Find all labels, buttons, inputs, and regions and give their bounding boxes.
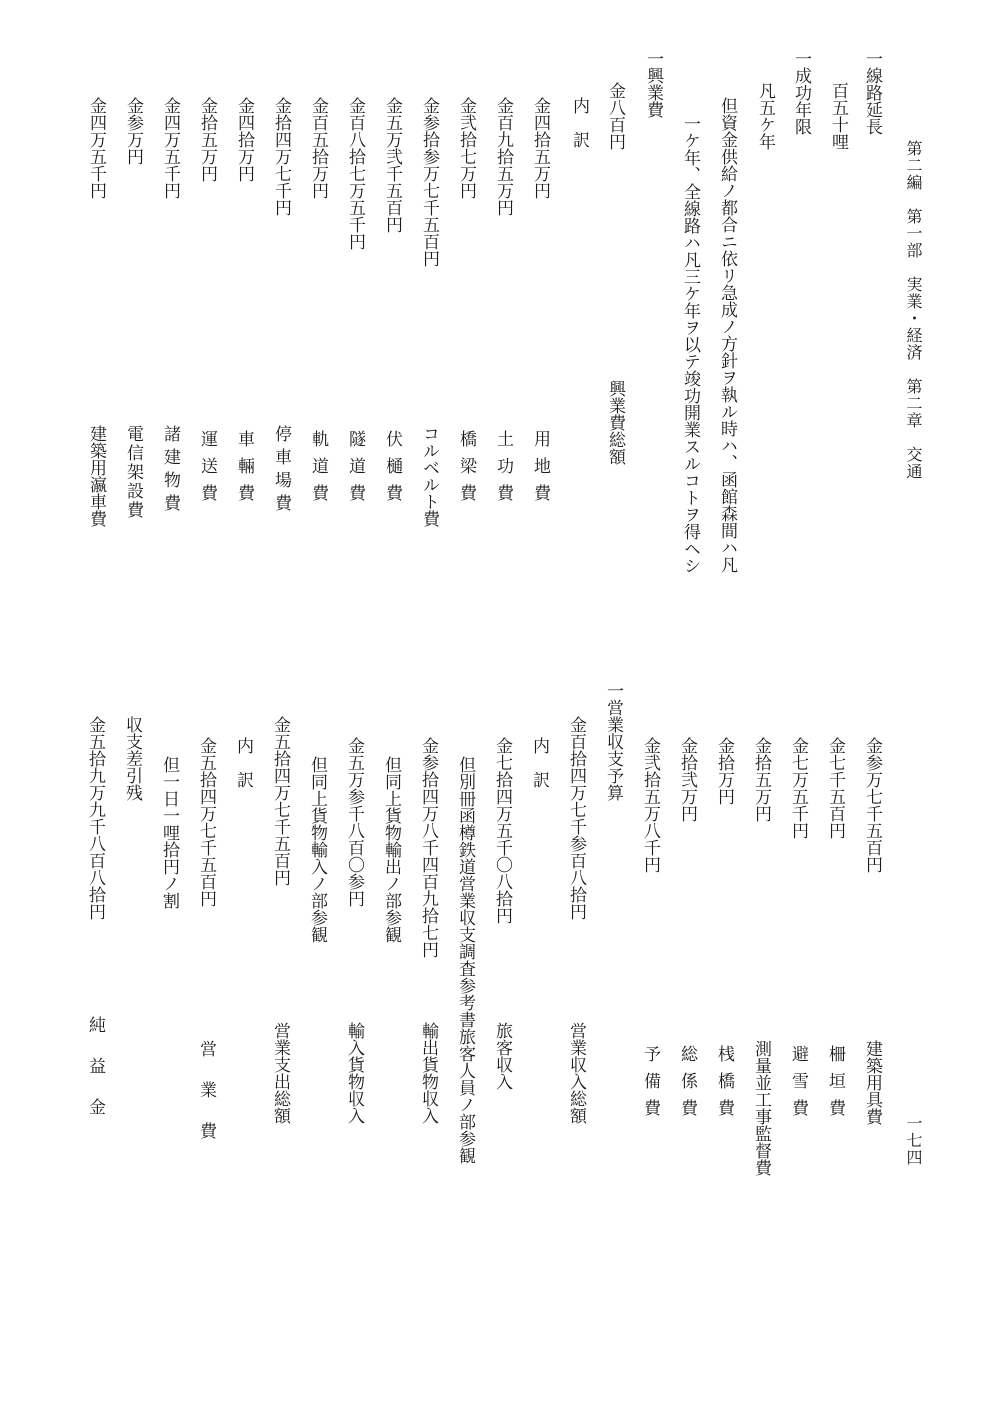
item-note: 但別冊函樽鉄道営業収支調査参考書旅客人員ノ部参観 [455, 756, 475, 1164]
item-amount: 金拾弐万円 [677, 737, 697, 822]
net-profit-label: 純益金 [85, 1016, 105, 1139]
item-label: 予備費 [640, 1045, 660, 1126]
operating-budget-heading: 一営業収支予算 [603, 682, 623, 801]
item-amount: 金参拾参万七千五百円 [419, 97, 439, 267]
item-label: 避雪費 [788, 1045, 808, 1126]
item-amount: 金五拾四万七千五百円 [196, 737, 216, 907]
page-number: 一七四 [904, 1115, 923, 1166]
item-label: コルベルト費 [419, 425, 439, 527]
item-amount: 金七拾四万五千〇八拾円 [492, 737, 512, 924]
item-label: 土功費 [493, 430, 513, 511]
item-label: 車輛費 [234, 430, 254, 511]
item-label: 橋梁費 [456, 430, 476, 511]
item-label: 営業費 [196, 1040, 216, 1163]
item-amount: 金四拾五万円 [530, 97, 550, 199]
item-label: 桟橋費 [714, 1045, 734, 1126]
item-amount: 金参拾四万八千四百九拾七円 [418, 737, 438, 958]
item-label: 用地費 [530, 430, 550, 511]
item-amount: 金四拾万円 [234, 97, 254, 182]
item-amount: 金五万弐千五百円 [382, 97, 402, 233]
item-amount: 金拾四万七千円 [271, 97, 291, 216]
item-label: 諸建物費 [160, 425, 180, 517]
item-amount: 金七万五千円 [788, 737, 808, 839]
item-amount: 金百八拾七万五千円 [345, 97, 365, 250]
construction-cost-total-label: 興業費総額 [605, 380, 625, 465]
construction-cost-total: 金八百円 [605, 82, 625, 150]
completion-note-2: 一ケ年、全線路ハ凡三ケ年ヲ以テ竣功開業スルコトヲ得ヘシ [680, 115, 700, 574]
operating-income-total: 金百拾四万七千参百八拾円 [566, 716, 586, 920]
item-amount: 金参万七千五百円 [862, 737, 882, 873]
line-length-heading: 一線路延長 [862, 50, 882, 135]
breakdown-heading: 内 訳 [529, 737, 549, 788]
item-label: 建築用具費 [862, 1040, 882, 1125]
item-amount: 金拾万円 [714, 737, 734, 805]
item-label: 輸出貨物収入 [418, 1022, 438, 1124]
net-profit-amount: 金五拾九万九千八百八拾円 [85, 716, 105, 920]
completion-note-1: 但資金供給ノ都合ニ依リ急成ノ方針ヲ執ル時ハ、函館森間ハ凡 [717, 97, 737, 573]
item-amount: 金五万参千八百〇参円 [344, 737, 364, 907]
item-note: 但一日一哩拾円ノ割 [159, 756, 179, 909]
breakdown-heading: 内 訳 [233, 737, 253, 788]
line-length-value: 百五十哩 [828, 82, 848, 150]
item-amount: 金弐拾五万八千円 [640, 737, 660, 873]
item-amount: 金四万五千円 [86, 97, 106, 199]
item-amount: 金百五拾万円 [308, 97, 328, 199]
breakdown-heading: 内 訳 [569, 97, 589, 148]
item-label: 電信架設費 [123, 425, 143, 520]
item-note: 但同上貨物輸入ノ部参観 [307, 756, 327, 943]
item-amount: 金弐拾七万円 [456, 97, 476, 199]
item-amount: 金拾五万円 [751, 737, 771, 822]
item-label: 測量並工事監督費 [751, 1040, 771, 1176]
operating-expense-total: 金五拾四万七千五百円 [270, 716, 290, 886]
item-amount: 金拾五万円 [197, 97, 217, 182]
operating-income-total-label: 営業収入総額 [566, 1022, 586, 1124]
item-label: 建築用瀛車費 [86, 425, 106, 527]
item-label: 運送費 [197, 430, 217, 511]
item-label: 柵垣費 [825, 1045, 845, 1126]
item-amount: 金参万円 [123, 97, 143, 165]
item-label: 軌道費 [308, 430, 328, 511]
operating-expense-total-label: 営業支出総額 [270, 1022, 290, 1124]
item-label: 総係費 [677, 1045, 697, 1126]
item-label: 輸入貨物収入 [344, 1022, 364, 1124]
item-label: 伏樋費 [382, 430, 402, 511]
item-label: 停車場費 [271, 425, 291, 517]
completion-period-heading: 一成功年限 [791, 50, 811, 135]
item-amount: 金七千五百円 [825, 737, 845, 839]
completion-period-value: 凡五ケ年 [755, 82, 775, 150]
balance-heading: 収支差引残 [122, 716, 142, 801]
item-label: 旅客収入 [492, 1022, 512, 1090]
item-label: 隧道費 [345, 430, 365, 511]
running-header: 第二編 第一部 実業・経済 第二章 交通 [904, 140, 923, 480]
construction-cost-heading: 一興業費 [643, 50, 663, 118]
item-amount: 金四万五千円 [160, 97, 180, 199]
item-amount: 金百九拾五万円 [493, 97, 513, 216]
item-note: 但同上貨物輸出ノ部参観 [381, 756, 401, 943]
